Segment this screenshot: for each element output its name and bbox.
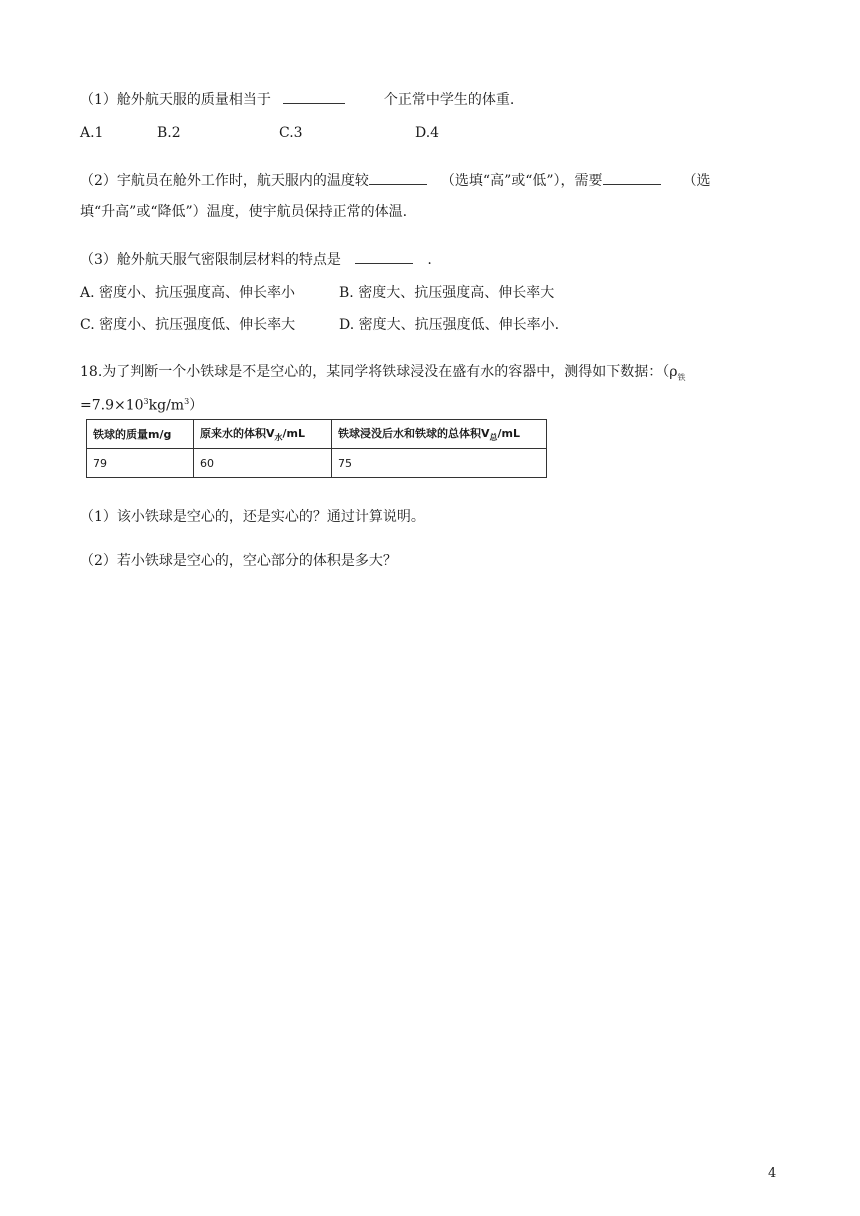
q17-1-text-after: 个正常中学生的体重. [383,92,515,108]
rho-subscript: 铁 [677,372,686,382]
q17-3-options-row1 [80,283,554,303]
q18-density [80,392,203,416]
q18-stem [80,362,686,388]
density-value: =7.9×10 [80,397,144,414]
q17-2-part2: （选填“高”或“低”），需要 [440,173,603,189]
q17-2-part1: 宇航员在舱外工作时，航天服内的温度较 [116,173,369,189]
q17-2-line2: 填“升高”或“降低”）温度，使宇航员保持正常的体温. [80,204,408,220]
density-unit-exponent: 3 [184,397,190,406]
table-row [87,449,547,478]
q17-1-text: 舱外航天服的质量相当于 [116,92,271,108]
option-a: A. 密度小、抗压强度高、伸长率小 [80,285,296,301]
q17-3-label: （3） [80,252,117,268]
q18-number: 18. [80,364,103,380]
option-c: C. 密度小、抗压强度低、伸长率大 [80,317,296,333]
data-table [86,419,547,478]
q18-sub1: （1）该小铁球是空心的，还是实心的？通过计算说明。 [80,509,425,525]
q17-1-line [80,89,514,110]
q17-2-label: （2） [80,173,117,189]
option-c: C.3 [279,125,303,141]
q17-3-end: . [427,252,432,268]
table-header-row [87,420,547,449]
option-a: A.1 [80,125,104,141]
q17-3-options-row2 [80,315,559,335]
q17-2-part3: （选 [682,173,711,189]
q18-sub2: （2）若小铁球是空心的，空心部分的体积是多大？ [80,553,397,569]
density-suffix: ） [189,397,204,414]
cell-total-volume: 75 [332,449,547,478]
option-b: B. 密度大、抗压强度高、伸长率大 [339,285,555,301]
option-b: B.2 [157,125,181,141]
answer-blank [603,170,661,185]
option-d: D. 密度大、抗压强度低、伸长率小. [339,317,560,333]
cell-water-volume: 60 [194,449,332,478]
density-unit: kg/m [148,397,185,414]
answer-blank [355,249,413,264]
answer-blank [283,89,345,104]
q17-2-line [80,170,711,191]
q18-stem-text: 为了判断一个小铁球是不是空心的，某同学将铁球浸没在盛有水的容器中，测得如下数据：（ρ [102,364,678,380]
density-exponent: 3 [143,397,149,406]
answer-blank [369,170,427,185]
cell-mass: 79 [87,449,194,478]
header-total-volume: 铁球浸没后水和铁球的总体积$V_总/mL$ [332,420,547,449]
page-number: 4 [768,1166,777,1181]
option-d: D.4 [415,125,440,141]
q17-3-line [80,249,432,270]
header-mass: 铁球的质量m/g [87,420,194,449]
header-water-volume: 原来水的体积$V_水/mL$ [194,420,332,449]
q17-1-options [80,123,439,143]
q17-1-label: （1） [80,92,117,108]
q17-3-text: 舱外航天服气密限制层材料的特点是 [116,252,341,268]
